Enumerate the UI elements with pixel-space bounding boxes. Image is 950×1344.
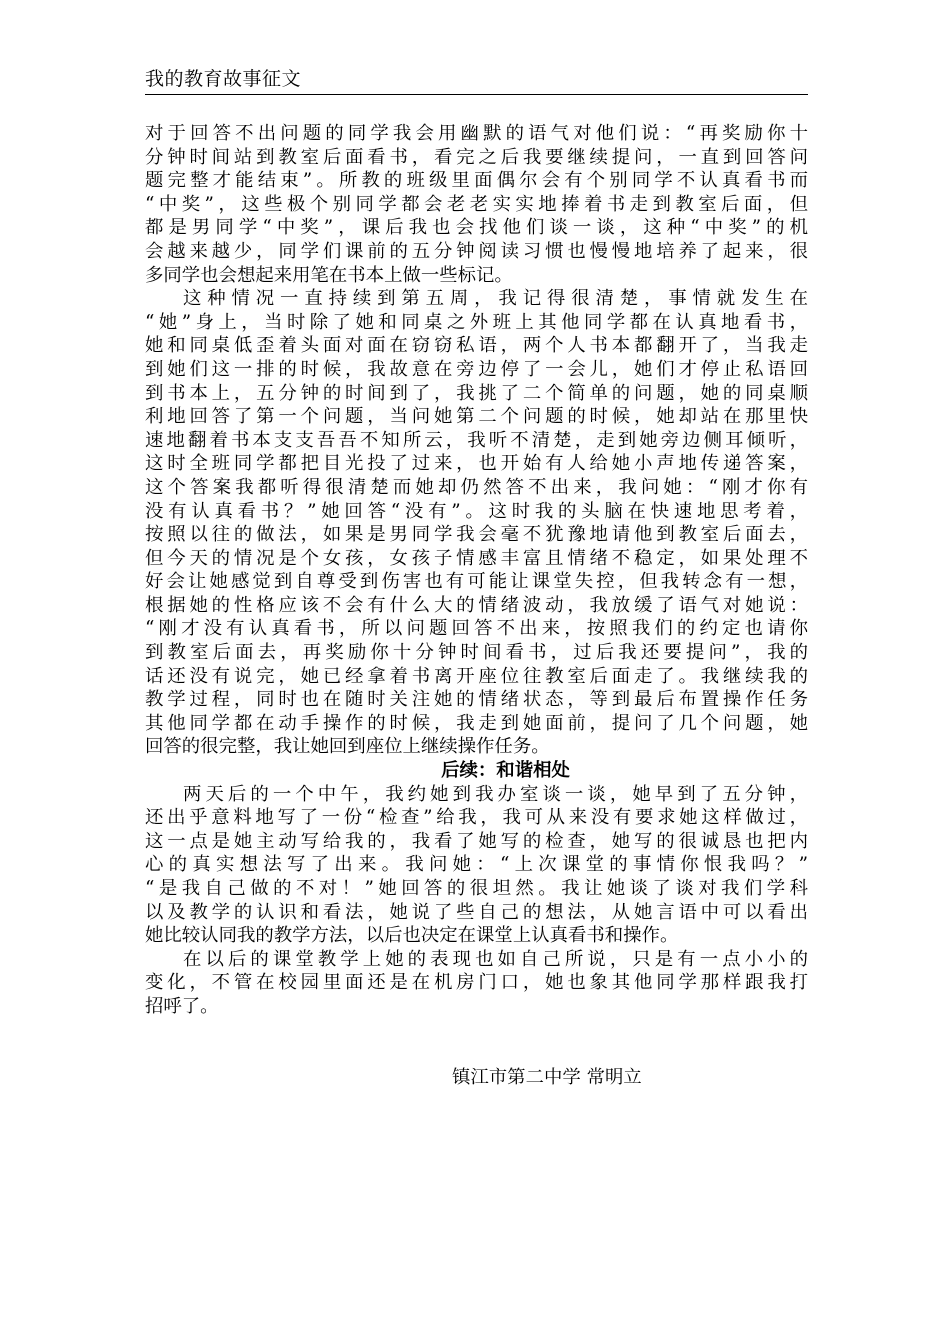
text-line: 她和同桌低歪着头面对面在窃窃私语，两个人书本都翻开了，当我走 — [145, 335, 808, 357]
text-line: 好会让她感觉到自尊受到伤害也有可能让课堂失控，但我转念有一想， — [145, 571, 808, 593]
text-line: 两天后的一个中午，我约她到我办室谈一谈，她早到了五分钟， — [183, 783, 808, 805]
page-header — [145, 66, 808, 95]
text-line: 会越来越少，同学们课前的五分钟阅读习惯也慢慢地培养了起来，很 — [145, 240, 808, 262]
text-line: “是我自己做的不对！”她回答的很坦然。我让她谈了谈对我们学科 — [145, 878, 808, 899]
text-line: 话还没有说完，她已经拿着书离开座位往教室后面走了。我继续我的 — [145, 665, 808, 687]
header-title: 我的教育故事征文 — [145, 68, 302, 90]
text-line: “刚才没有认真看书，所以问题回答不出来，按照我们的约定也请你 — [145, 618, 808, 640]
text-line: 以及教学的认识和看法，她说了些自己的想法，从她言语中可以看出 — [145, 901, 808, 923]
text-line: 她比较认同我的教学方法，以后也决定在课堂上认真看书和操作。 — [145, 925, 679, 947]
text-line: 还出乎意料地写了一份“检查”给我，我可从来没有要求她这样做过， — [145, 807, 808, 829]
text-line: 这时全班同学都把目光投了过来，也开始有人给她小声地传递答案， — [145, 453, 808, 475]
text-line: 没有认真看书？”她回答“没有”。这时我的头脑在快速地思考着， — [145, 500, 808, 522]
text-line: 速地翻着书本支支吾吾不知所云，我听不清楚，走到她旁边侧耳倾听， — [145, 429, 808, 451]
spacer — [145, 1019, 808, 1066]
section-heading: 后续：和谐相处 — [441, 760, 570, 782]
paragraph — [145, 948, 808, 1019]
text-line: 招呼了。 — [145, 995, 219, 1017]
text-line: 这种情况一直持续到第五周，我记得很清楚，事情就发生在 — [183, 288, 808, 310]
author-signature: 镇江市第二中学 常明立 — [452, 1066, 642, 1088]
document-body — [145, 122, 808, 1090]
text-line: 回答的很完整，我让她回到座位上继续操作任务。 — [145, 736, 550, 758]
text-line: 到书本上，五分钟的时间到了，我挑了二个简单的问题，她的同桌顺 — [145, 382, 808, 404]
text-line: 利地回答了第一个问题，当问她第二个问题的时候，她却站在那里快 — [145, 406, 808, 428]
text-line: 多同学也会想起来用笔在书本上做一些标记。 — [145, 264, 513, 286]
text-line: 对于回答不出问题的同学我会用幽默的语气对他们说：“再奖励你十 — [145, 123, 808, 144]
text-line: 按照以往的做法，如果是男同学我会毫不犹豫地请他到教室后面去， — [145, 524, 808, 546]
text-line: 分钟时间站到教室后面看书，看完之后我要继续提问，一直到回答问 — [145, 146, 808, 168]
paragraph — [145, 783, 808, 948]
paragraph — [145, 122, 808, 287]
paragraph — [145, 287, 808, 759]
text-line: 这个答案我都听得很清楚而她却仍然答不出来，我问她：“刚才你有 — [145, 476, 808, 498]
text-line: 其他同学都在动手操作的时候，我走到她面前，提问了几个问题，她 — [145, 712, 808, 734]
text-line: 到教室后面去，再奖励你十分钟时间看书，过后我还要提问”，我的 — [145, 642, 808, 664]
text-line: 根据她的性格应该不会有什么大的情绪波动，我放缓了语气对她说： — [145, 594, 808, 616]
text-line: 都是男同学“中奖”，课后我也会找他们谈一谈，这种“中奖”的机 — [145, 217, 808, 239]
text-line: 教学过程，同时也在随时关注她的情绪状态，等到最后布置操作任务 — [145, 689, 808, 711]
text-line: 在以后的课堂教学上她的表现也如自己所说，只是有一点小小的 — [183, 948, 808, 970]
text-line: 题完整才能结束”。所教的班级里面偶尔会有个别同学不认真看书而 — [145, 170, 808, 192]
text-line: 心的真实想法写了出来。我问她：“上次课堂的事情你恨我吗？” — [145, 854, 808, 876]
text-line: 变化，不管在校园里面还是在机房门口，她也象其他同学那样跟我打 — [145, 972, 808, 994]
text-line: 到她们这一排的时候，我故意在旁边停了一会儿，她们才停止私语回 — [145, 358, 808, 380]
text-line: 这一点是她主动写给我的，我看了她写的检查，她写的很诚恳也把内 — [145, 830, 808, 852]
text-line: 但今天的情况是个女孩，女孩子情感丰富且情绪不稳定，如果处理不 — [145, 547, 808, 569]
text-line: “她”身上，当时除了她和同桌之外班上其他同学都在认真地看书， — [145, 311, 808, 333]
text-line: “中奖”，这些极个别同学都会老老实实地捧着书走到教室后面，但 — [145, 193, 808, 215]
